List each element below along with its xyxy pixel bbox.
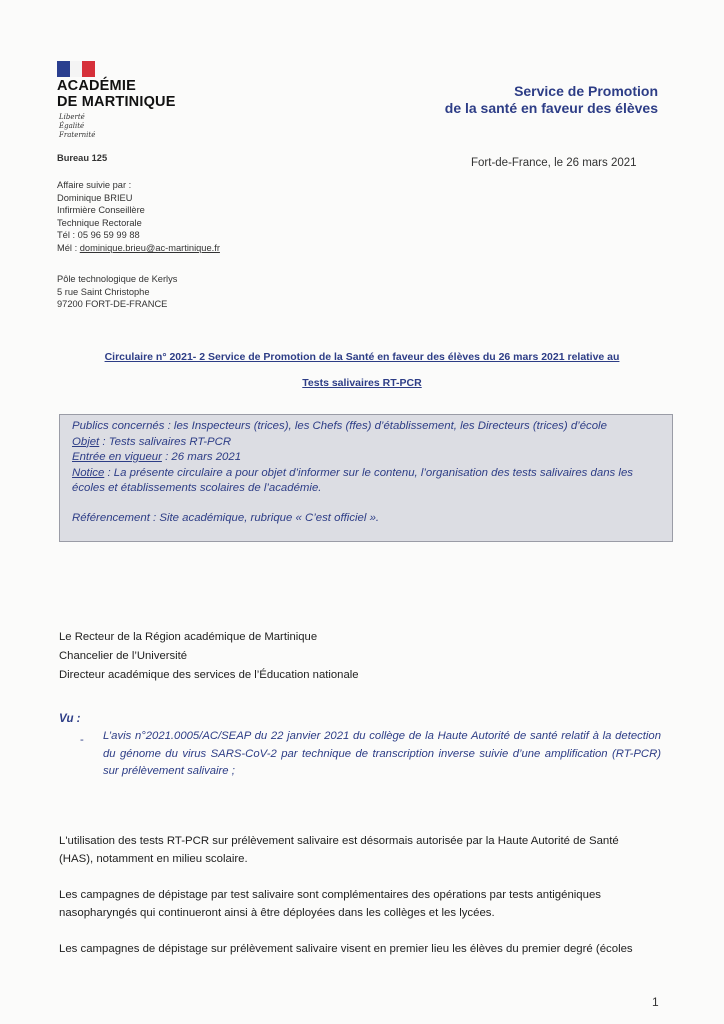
vu-item: L’avis n°2021.0005/AC/SEAP du 22 janvier 2021 du collège de la Haute Autorité de santé relatif à la detection du génome du virus SARS-CoV-2 par technique de transcription inverse suivie d’une amplification (RT-PCR) sur prélèvement salivaire ; bbox=[103, 730, 661, 777]
summary-text: Publics concernés : les Inspecteurs (trices), les Chefs (ffes) d’établissement, les Directeurs (trices) d’école Objet : Tests salivaires RT-PCR Entrée en vigueur : 26 mars 2021 Notice : La présente circulaire a pour objet d’informer sur le contenu, l’organisation des tests salivaires dans les écoles et établissements scolaires de l’académie. Référencement : Site académique, rubrique « C’est officiel ». bbox=[72, 420, 633, 524]
paragraph-3: Les campagnes de dépistage sur prélèvement salivaire visent en premier lieu les élèves du premier degré (écoles bbox=[59, 943, 633, 955]
recteur-block: Le Recteur de la Région académique de Martinique Chancelier de l’Université Directeur académique des services de l’Éducation nationale bbox=[59, 631, 359, 681]
email-line: Mél : dominique.brieu@ac-martinique.fr bbox=[57, 242, 220, 253]
french-flag-logo bbox=[57, 61, 95, 77]
email-link[interactable]: dominique.brieu@ac-martinique.fr bbox=[79, 242, 220, 253]
postal-address: Pôle technologique de Kerlys 5 rue Saint Christophe 97200 FORT-DE-FRANCE bbox=[57, 274, 178, 310]
circular-title-line2: Tests salivaires RT-PCR bbox=[302, 377, 422, 389]
academy-logo-name: ACADÉMIE DE MARTINIQUE bbox=[57, 78, 176, 110]
republic-motto: Liberté Égalité Fraternité bbox=[59, 113, 96, 139]
page-number: 1 bbox=[652, 995, 659, 1009]
service-title: Service de Promotion de la santé en faveur des élèves bbox=[444, 83, 658, 116]
bureau-label: Bureau 125 bbox=[57, 153, 108, 163]
contact-block: Affaire suivie par : Dominique BRIEU Infirmière Conseillère Technique Rectorale Tél : 05 96 59 99 88 Mél : dominique.brieu@ac-martinique.fr bbox=[57, 180, 220, 253]
circular-title-line1: Circulaire n° 2021- 2 Service de Promotion de la Santé en faveur des élèves du 26 mars 2021 relative au bbox=[104, 351, 620, 363]
list-bullet: - bbox=[80, 734, 84, 746]
vu-heading: Vu : bbox=[59, 713, 81, 725]
document-date: Fort-de-France, le 26 mars 2021 bbox=[471, 157, 637, 169]
paragraph-2: Les campagnes de dépistage par test salivaire sont complémentaires des opérations par tests antigéniques nasopharyngés qui continueront ainsi à être déployées dans les collèges et les lycées. bbox=[59, 889, 602, 919]
paragraph-1: L'utilisation des tests RT-PCR sur prélèvement salivaire est désormais autorisée par la Haute Autorité de Santé (HAS), notamment en milieu scolaire. bbox=[59, 835, 619, 865]
